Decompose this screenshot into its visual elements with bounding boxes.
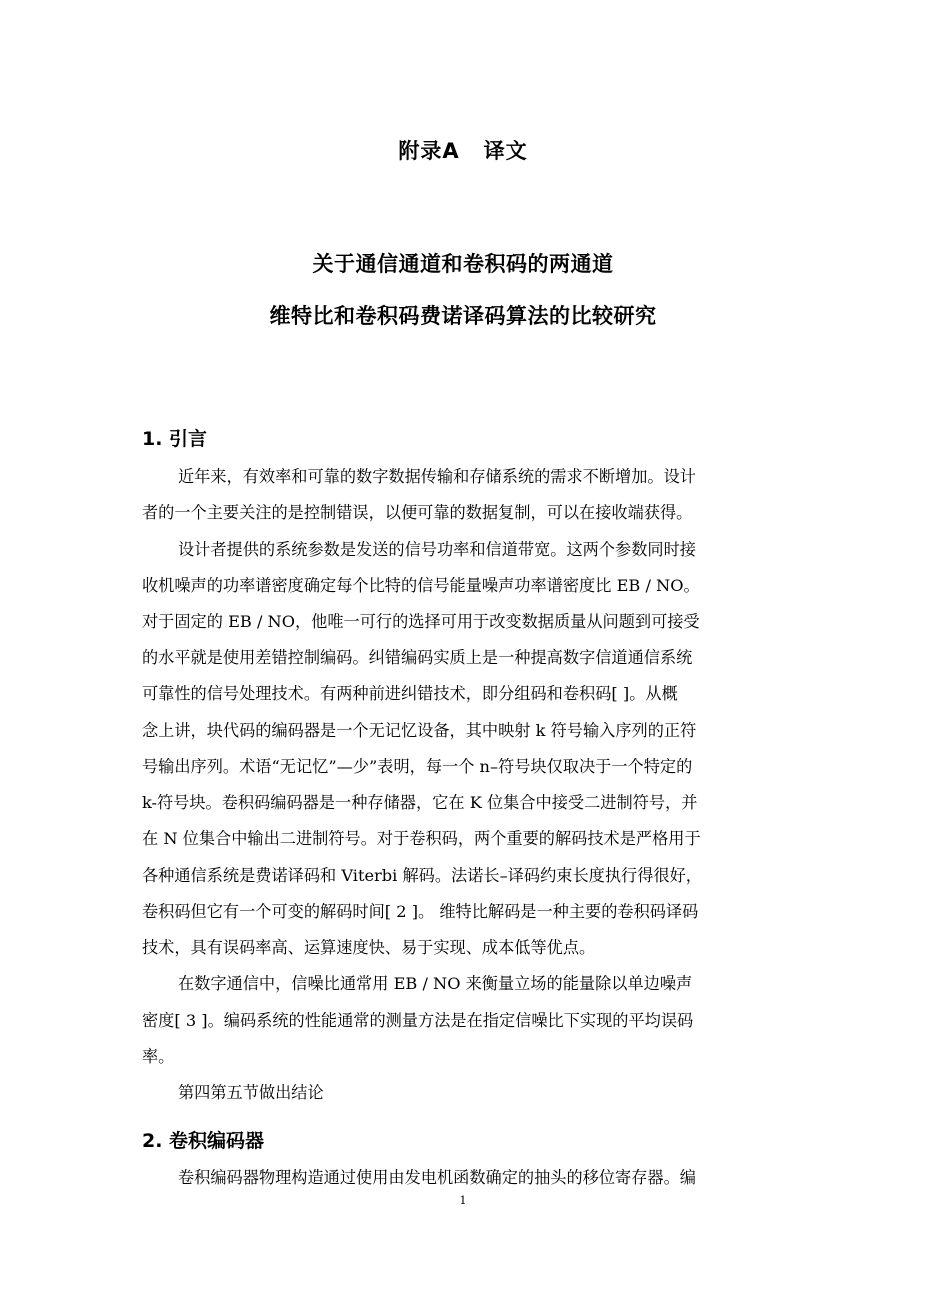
paragraph-line: 者的一个主要关注的是控制错误，以便可靠的数据复制，可以在接收端获得。 bbox=[142, 503, 693, 522]
paragraph-line: 念上讲，块代码的编码器是一个无记忆设备，其中映射 k 符号输入序列的正符 bbox=[142, 721, 697, 740]
paragraph-line: k-符号块。卷积码编码器是一种存储器，它在 K 位集合中接受二进制符号，并 bbox=[142, 793, 698, 812]
paragraph-line: 密度[ 3 ]。编码系统的性能通常的测量方法是在指定信噪比下实现的平均误码 bbox=[142, 1011, 694, 1030]
section-heading-introduction: 1. 引言 bbox=[142, 428, 208, 450]
page-number: 1 bbox=[459, 1194, 467, 1207]
paragraph-line: 在数字通信中，信噪比通常用 EB / NO 来衡量立场的能量除以单边噪声 bbox=[178, 974, 693, 993]
paragraph-line: 近年来，有效率和可靠的数字数据传输和存储系统的需求不断增加。设计 bbox=[178, 467, 696, 486]
document-title-line-1: 关于通信通道和卷积码的两通道 bbox=[312, 252, 614, 276]
paragraph-line: 率。 bbox=[142, 1047, 175, 1066]
paragraph-line: 卷积码但它有一个可变的解码时间[ 2 ]。 维特比解码是一种主要的卷积码译码 bbox=[142, 902, 699, 921]
paragraph-line: 卷积编码器物理构造通过使用由发电机函数确定的抽头的移位寄存器。编 bbox=[178, 1168, 696, 1187]
paragraph-line: 技术，具有误码率高、运算速度快、易于实现、成本低等优点。 bbox=[142, 938, 596, 957]
paragraph-line: 各种通信系统是费诺译码和 Viterbi 解码。法诺长–译码约束长度执行得很好， bbox=[142, 866, 702, 885]
document-title-line-2: 维特比和卷积码费诺译码算法的比较研究 bbox=[269, 304, 657, 328]
paragraph-line: 对于固定的 EB / NO，他唯一可行的选择可用于改变数据质量从问题到可接受 bbox=[142, 612, 700, 631]
appendix-label: 附录A bbox=[398, 139, 460, 163]
paragraph-line: 可靠性的信号处理技术。有两种前进纠错技术，即分组码和卷积码[ ]。从概 bbox=[142, 684, 678, 703]
paragraph-line: 设计者提供的系统参数是发送的信号功率和信道带宽。这两个参数同时接 bbox=[178, 540, 696, 559]
paragraph-line: 号输出序列。术语“无记忆”—少”表明，每一个 n–符号块仅取决于一个特定的 bbox=[142, 757, 693, 776]
paragraph-line: 第四第五节做出结论 bbox=[178, 1083, 324, 1102]
section-heading-convolutional-encoder: 2. 卷积编码器 bbox=[142, 1130, 265, 1152]
paragraph-line: 收机噪声的功率谱密度确定每个比特的信号能量噪声功率谱密度比 EB / NO。 bbox=[142, 576, 700, 595]
appendix-subtitle: 译文 bbox=[483, 139, 528, 163]
paragraph-line: 在 N 位集合中输出二进制符号。对于卷积码，两个重要的解码技术是严格用于 bbox=[142, 829, 701, 848]
appendix-title bbox=[0, 135, 926, 165]
paragraph-line: 的水平就是使用差错控制编码。纠错编码实质上是一种提高数字信道通信系统 bbox=[142, 648, 693, 667]
